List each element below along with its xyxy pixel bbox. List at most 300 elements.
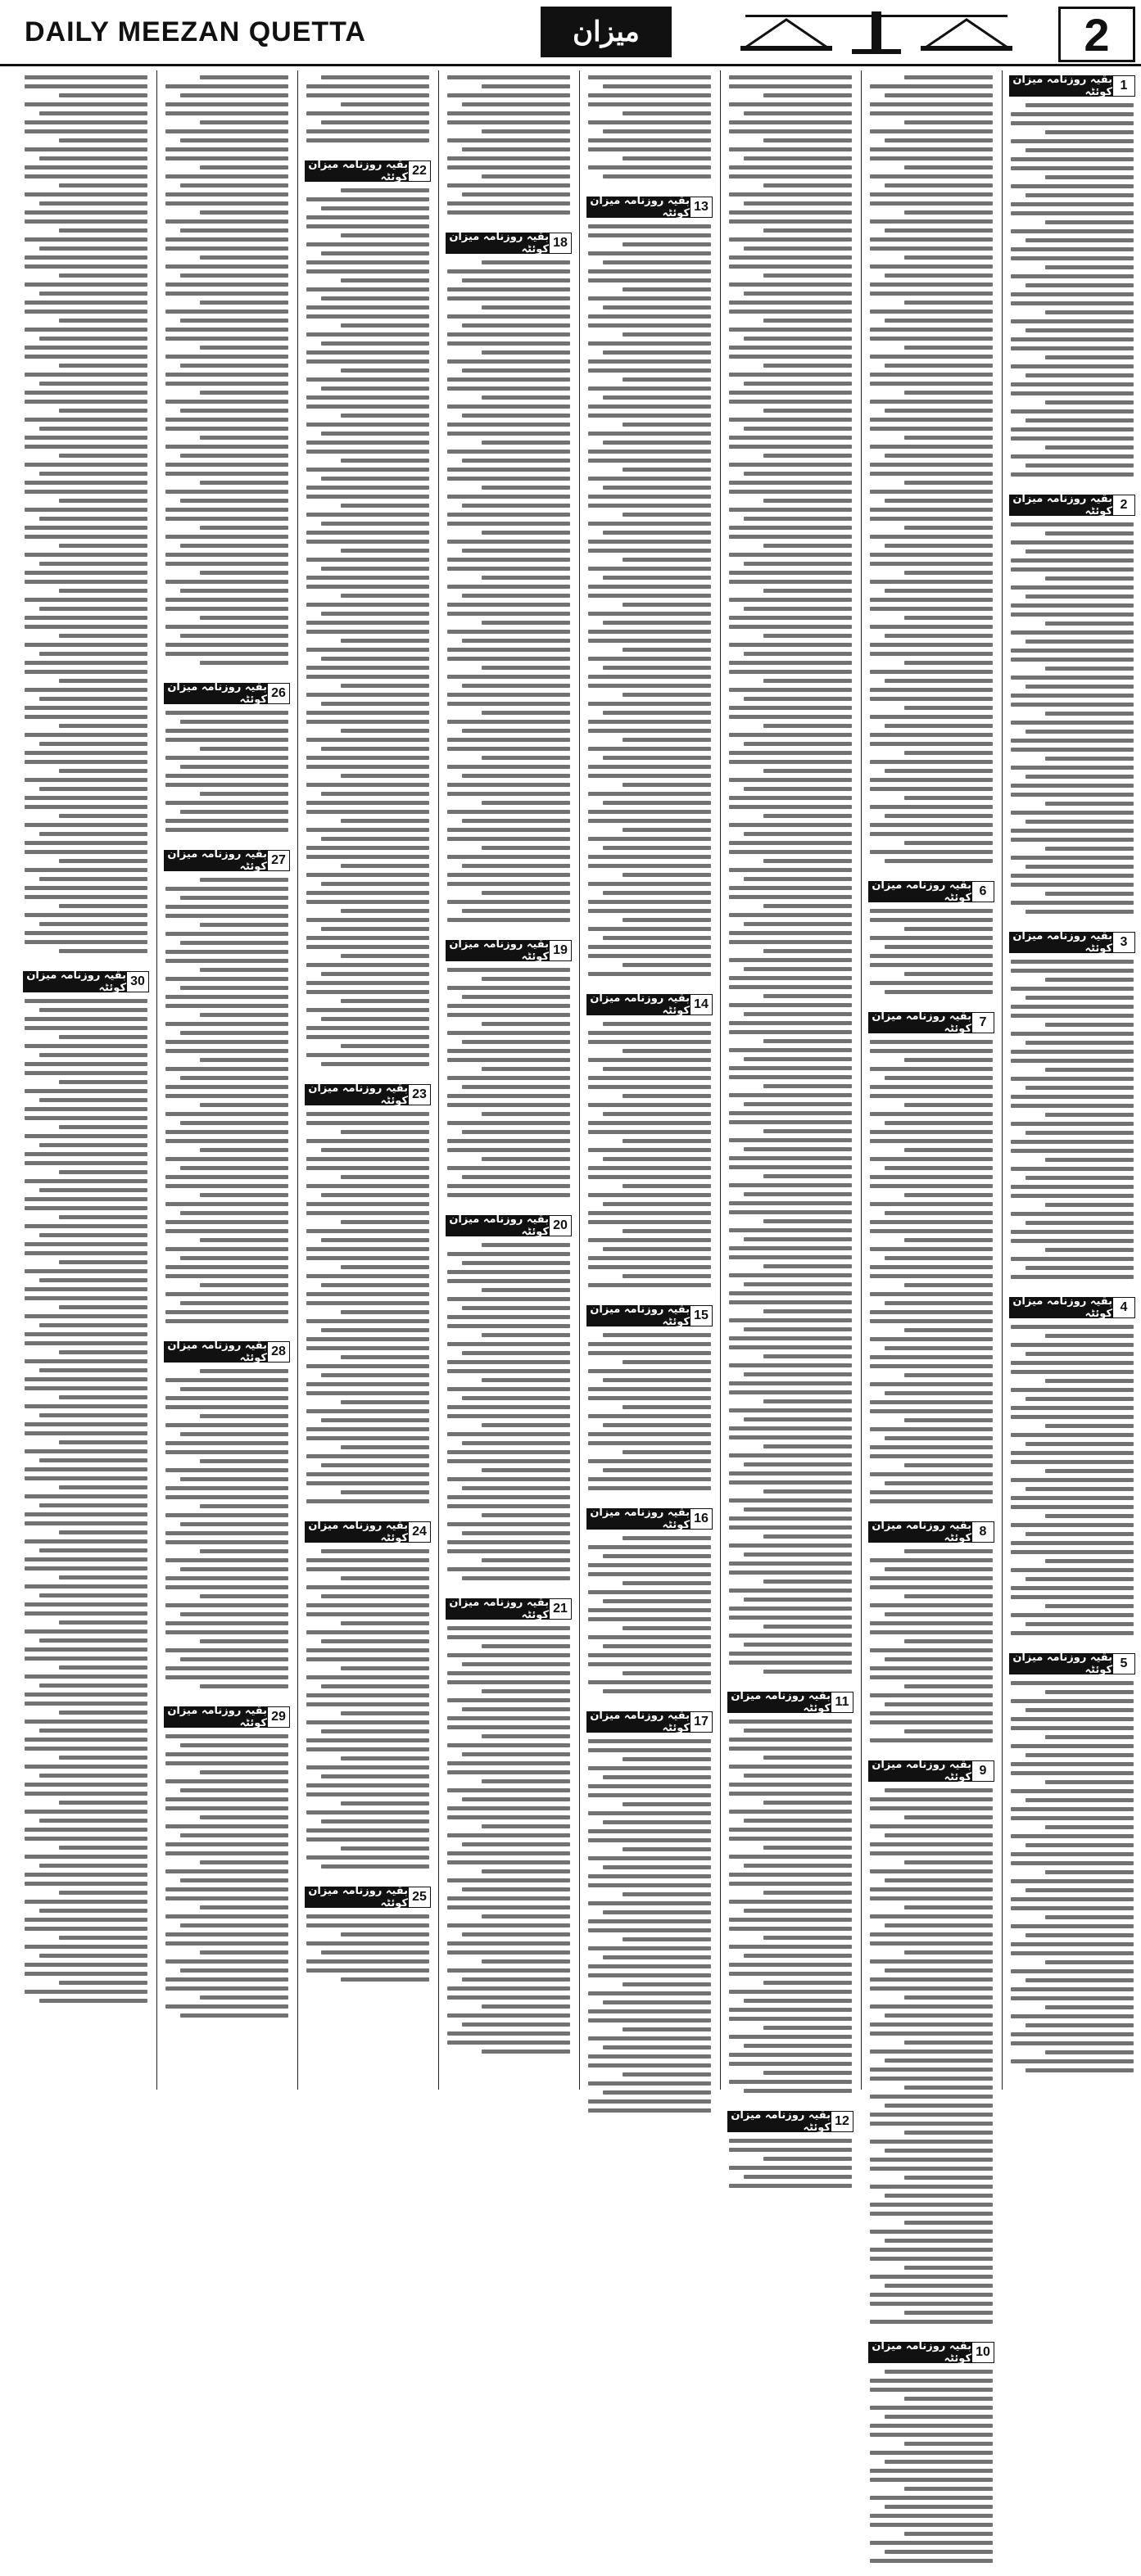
text-line — [603, 1689, 711, 1693]
text-line — [25, 1765, 147, 1769]
text-line — [623, 242, 711, 246]
text-line — [59, 859, 147, 863]
text-line — [870, 2478, 993, 2482]
text-line — [447, 1923, 570, 1927]
text-line — [623, 287, 711, 291]
text-line — [165, 1752, 288, 1756]
text-line — [180, 1743, 288, 1747]
continuation-heading — [1009, 932, 1135, 953]
text-line — [885, 2104, 993, 2108]
text-line — [25, 1674, 147, 1679]
text-line — [447, 792, 570, 796]
text-line — [306, 129, 429, 133]
continuation-heading — [305, 1887, 431, 1908]
text-line — [623, 1049, 711, 1053]
text-line — [165, 959, 288, 963]
text-line — [588, 1130, 711, 1134]
text-line — [25, 661, 147, 665]
text-line — [306, 1026, 429, 1030]
text-line — [729, 174, 852, 179]
text-line — [341, 1265, 429, 1269]
text-line — [1011, 1104, 1134, 1108]
text-line — [180, 941, 288, 945]
text-line — [870, 2203, 993, 2207]
text-line — [321, 702, 429, 706]
text-line — [447, 201, 570, 206]
text-line — [200, 165, 288, 169]
text-line — [1045, 978, 1134, 982]
text-line — [165, 1540, 288, 1544]
text-line — [870, 337, 993, 341]
text-line — [763, 814, 852, 818]
text-line — [200, 747, 288, 751]
text-line — [25, 1927, 147, 1931]
text-line — [729, 1543, 852, 1548]
text-line — [482, 977, 570, 981]
text-line — [180, 544, 288, 548]
text-line — [321, 1950, 429, 1955]
text-line — [1026, 103, 1134, 107]
continuation-label: بقیہ روزنامہ میزان کوئٹہ — [164, 850, 267, 871]
text-line — [744, 562, 852, 566]
text-line — [306, 981, 429, 985]
text-line — [870, 2496, 993, 2500]
continuation-heading — [727, 2111, 853, 2132]
text-line — [870, 1355, 993, 1359]
text-line — [462, 1396, 570, 1400]
text-line — [341, 504, 429, 508]
text-line — [200, 75, 288, 79]
text-line — [180, 1657, 288, 1661]
text-line — [904, 571, 993, 575]
text-line — [306, 1747, 429, 1751]
continuation-heading — [305, 160, 431, 182]
text-line — [165, 1229, 288, 1233]
text-line — [165, 819, 288, 823]
text-line — [623, 423, 711, 427]
text-line — [165, 490, 288, 494]
text-line — [1026, 1266, 1134, 1270]
text-line — [462, 1887, 570, 1891]
text-line — [1011, 1230, 1134, 1234]
text-line — [200, 1995, 288, 2000]
text-line — [1011, 112, 1134, 116]
text-line — [1011, 202, 1134, 206]
text-line — [588, 1040, 711, 1044]
text-line — [165, 950, 288, 954]
text-line — [1045, 1068, 1134, 1072]
text-line — [462, 1441, 570, 1445]
text-line — [1011, 319, 1134, 323]
text-line — [1011, 784, 1134, 788]
text-line — [623, 1847, 711, 1851]
text-line — [588, 2099, 711, 2104]
text-line — [588, 1739, 711, 1743]
text-line — [447, 2040, 570, 2045]
text-line — [39, 697, 147, 701]
text-line — [623, 1184, 711, 1188]
text-line — [1011, 2014, 1134, 2018]
text-line — [1026, 328, 1134, 332]
text-line — [729, 751, 852, 755]
text-line — [870, 219, 993, 224]
text-line — [25, 1404, 147, 1408]
text-line — [729, 2148, 852, 2152]
text-line — [39, 1774, 147, 1778]
text-line — [870, 580, 993, 584]
text-line — [1045, 1424, 1134, 1428]
text-line — [1045, 531, 1134, 536]
text-line — [1026, 730, 1134, 734]
text-line — [729, 1783, 852, 1787]
text-line — [870, 963, 993, 967]
text-line — [763, 1936, 852, 1940]
text-line — [588, 1148, 711, 1152]
text-line — [200, 526, 288, 530]
text-line — [180, 1923, 288, 1927]
text-line — [25, 1783, 147, 1787]
continuation-number: 8 — [971, 1521, 994, 1543]
text-line — [623, 156, 711, 160]
text-line — [59, 1620, 147, 1625]
text-line — [729, 219, 852, 224]
text-line — [885, 769, 993, 773]
text-line — [165, 1220, 288, 1224]
text-line — [870, 2433, 993, 2437]
text-line — [729, 1570, 852, 1575]
text-line — [603, 531, 711, 535]
text-line — [870, 508, 993, 512]
text-line — [447, 377, 570, 382]
text-line — [462, 909, 570, 913]
text-line — [165, 1576, 288, 1580]
text-line — [59, 1665, 147, 1670]
text-line — [1011, 1550, 1134, 1554]
text-line — [59, 499, 147, 503]
text-line — [306, 936, 429, 940]
text-line — [39, 1548, 147, 1552]
text-line — [1011, 694, 1134, 698]
text-line — [482, 1824, 570, 1828]
text-line — [744, 1417, 852, 1421]
text-line — [763, 589, 852, 593]
text-line — [588, 147, 711, 151]
text-line — [341, 1932, 429, 1937]
text-line — [1011, 1212, 1134, 1216]
text-line — [180, 1076, 288, 1080]
text-line — [306, 1657, 429, 1661]
text-line — [904, 1729, 993, 1733]
text-line — [25, 1792, 147, 1796]
text-line — [885, 2415, 993, 2419]
text-line — [744, 1327, 852, 1331]
text-line — [59, 409, 147, 413]
text-line — [870, 129, 993, 133]
text-line — [588, 630, 711, 634]
text-line — [1011, 2041, 1134, 2045]
text-line — [870, 2248, 993, 2252]
text-line — [870, 670, 993, 674]
text-line — [39, 382, 147, 386]
text-line — [1011, 1717, 1134, 1721]
text-line — [729, 192, 852, 197]
text-line — [729, 1021, 852, 1025]
text-line — [623, 918, 711, 922]
text-line — [763, 319, 852, 323]
text-line — [165, 129, 288, 133]
text-line — [306, 111, 429, 115]
text-line — [165, 1423, 288, 1427]
text-line — [25, 1206, 147, 1210]
text-line — [59, 138, 147, 142]
text-line — [763, 2071, 852, 2075]
text-line — [729, 75, 852, 79]
text-line — [588, 93, 711, 97]
text-line — [39, 1008, 147, 1012]
text-line — [321, 206, 429, 210]
text-line — [588, 765, 711, 769]
text-line — [341, 368, 429, 373]
text-line — [763, 769, 852, 773]
text-line — [1026, 193, 1134, 197]
text-line — [744, 1864, 852, 1868]
text-line — [729, 1616, 852, 1620]
text-line — [165, 1797, 288, 1801]
text-line — [306, 666, 429, 670]
text-line — [25, 355, 147, 359]
continuation-heading — [1009, 495, 1135, 516]
text-line — [588, 702, 711, 706]
text-line — [729, 1990, 852, 1994]
text-line — [729, 976, 852, 980]
text-line — [306, 558, 429, 562]
text-line — [904, 1328, 993, 1332]
text-line — [588, 837, 711, 841]
text-line — [306, 1828, 429, 1833]
text-line — [25, 1314, 147, 1318]
text-line — [870, 201, 993, 206]
text-line — [341, 1130, 429, 1134]
text-line — [1011, 630, 1134, 635]
news-column-8 — [21, 70, 151, 2090]
text-line — [447, 1549, 570, 1553]
text-line — [39, 1954, 147, 1958]
text-line — [763, 1399, 852, 1403]
text-line — [180, 319, 288, 323]
text-line — [870, 1490, 993, 1494]
text-line — [870, 1630, 993, 1634]
text-line — [1011, 1460, 1134, 1464]
text-line — [588, 1369, 711, 1373]
text-line — [1011, 766, 1134, 770]
text-line — [306, 648, 429, 652]
text-line — [763, 544, 852, 548]
text-line — [39, 1053, 147, 1057]
text-line — [321, 1062, 429, 1066]
text-line — [1026, 1532, 1134, 1536]
text-line — [306, 603, 429, 607]
text-line — [1011, 739, 1134, 743]
text-line — [306, 138, 429, 142]
text-line — [729, 391, 852, 395]
text-line — [870, 715, 993, 719]
text-line — [1026, 2068, 1134, 2072]
text-line — [1011, 1014, 1134, 1018]
text-line — [462, 995, 570, 999]
text-line — [885, 1436, 993, 1440]
text-line — [447, 1968, 570, 1973]
text-line — [25, 580, 147, 584]
text-line — [729, 1381, 852, 1385]
text-line — [870, 832, 993, 836]
text-line — [729, 120, 852, 124]
text-line — [447, 522, 570, 526]
text-line — [623, 1536, 711, 1540]
continuation-heading — [164, 850, 290, 871]
text-line — [306, 1166, 429, 1170]
text-line — [321, 75, 429, 79]
text-line — [306, 945, 429, 949]
text-line — [744, 337, 852, 341]
text-line — [165, 625, 288, 629]
text-line — [25, 282, 147, 287]
text-line — [180, 409, 288, 413]
text-line — [482, 891, 570, 895]
text-line — [165, 1139, 288, 1143]
text-line — [870, 174, 993, 179]
text-line — [1011, 1906, 1134, 1910]
text-line — [165, 282, 288, 287]
text-line — [165, 1842, 288, 1846]
text-line — [588, 1572, 711, 1576]
text-line — [341, 1220, 429, 1224]
text-line — [447, 1680, 570, 1684]
continuation-number: 18 — [549, 233, 572, 254]
text-line — [447, 432, 570, 436]
text-line — [1011, 1681, 1134, 1685]
text-line — [200, 436, 288, 440]
text-line — [588, 927, 711, 931]
text-line — [306, 783, 429, 787]
text-line — [165, 1175, 288, 1179]
text-line — [165, 1468, 288, 1472]
text-line — [870, 1427, 993, 1431]
text-line — [904, 1594, 993, 1598]
text-line — [870, 1130, 993, 1134]
text-line — [588, 1256, 711, 1260]
text-line — [306, 693, 429, 697]
text-line — [306, 395, 429, 400]
text-line — [306, 1346, 429, 1350]
text-line — [306, 1472, 429, 1476]
text-line — [744, 427, 852, 431]
text-line — [180, 720, 288, 724]
text-line — [870, 1094, 993, 1098]
text-line — [306, 224, 429, 228]
text-line — [904, 2266, 993, 2270]
text-line — [885, 1833, 993, 1837]
text-line — [1045, 1559, 1134, 1563]
text-line — [870, 1265, 993, 1269]
continuation-label: بقیہ روزنامہ میزان کوئٹہ — [305, 1084, 408, 1105]
text-line — [180, 986, 288, 990]
continuation-number: 28 — [267, 1341, 290, 1363]
text-line — [729, 1066, 852, 1070]
text-line — [165, 1405, 288, 1409]
text-line — [306, 621, 429, 625]
text-line — [1011, 1149, 1134, 1153]
text-line — [588, 2108, 711, 2113]
text-line — [623, 513, 711, 517]
text-line — [744, 1999, 852, 2003]
text-line — [180, 765, 288, 769]
text-line — [25, 75, 147, 79]
text-line — [165, 1603, 288, 1607]
text-line — [588, 1121, 711, 1125]
text-line — [200, 1504, 288, 1508]
text-line — [39, 246, 147, 251]
text-line — [447, 120, 570, 124]
text-line — [165, 887, 288, 891]
text-line — [1011, 229, 1134, 233]
text-line — [1045, 1690, 1134, 1694]
text-line — [321, 792, 429, 796]
text-line — [341, 278, 429, 282]
continuation-label: بقیہ روزنامہ میزان کوئٹہ — [446, 233, 549, 254]
text-line — [447, 1076, 570, 1080]
continuation-heading — [305, 1084, 431, 1105]
text-line — [306, 1157, 429, 1161]
text-line — [39, 1233, 147, 1237]
text-line — [588, 1076, 711, 1080]
text-line — [1026, 910, 1134, 914]
text-line — [763, 1354, 852, 1358]
text-line — [603, 129, 711, 133]
text-line — [1026, 1753, 1134, 1757]
text-line — [165, 472, 288, 476]
text-line — [462, 639, 570, 643]
text-line — [59, 228, 147, 233]
column-divider — [156, 70, 157, 2090]
text-line — [603, 1644, 711, 1648]
text-line — [870, 1959, 993, 1964]
text-line — [870, 2523, 993, 2527]
text-line — [870, 1738, 993, 1742]
text-line — [885, 454, 993, 458]
text-line — [200, 1148, 288, 1152]
text-line — [885, 2059, 993, 2063]
text-line — [39, 1729, 147, 1733]
text-line — [744, 787, 852, 791]
text-line — [165, 1986, 288, 1991]
text-line — [729, 1589, 852, 1593]
text-line — [165, 1022, 288, 1026]
text-line — [729, 733, 852, 737]
text-line — [447, 630, 570, 634]
text-line — [462, 102, 570, 106]
text-line — [25, 643, 147, 647]
text-line — [729, 1201, 852, 1205]
text-line — [744, 1057, 852, 1061]
text-line — [623, 1757, 711, 1761]
text-line — [39, 877, 147, 881]
text-line — [1011, 748, 1134, 752]
text-line — [885, 1481, 993, 1485]
text-line — [321, 1017, 429, 1021]
text-line — [200, 968, 288, 972]
text-line — [341, 909, 429, 913]
text-line — [1011, 1095, 1134, 1099]
